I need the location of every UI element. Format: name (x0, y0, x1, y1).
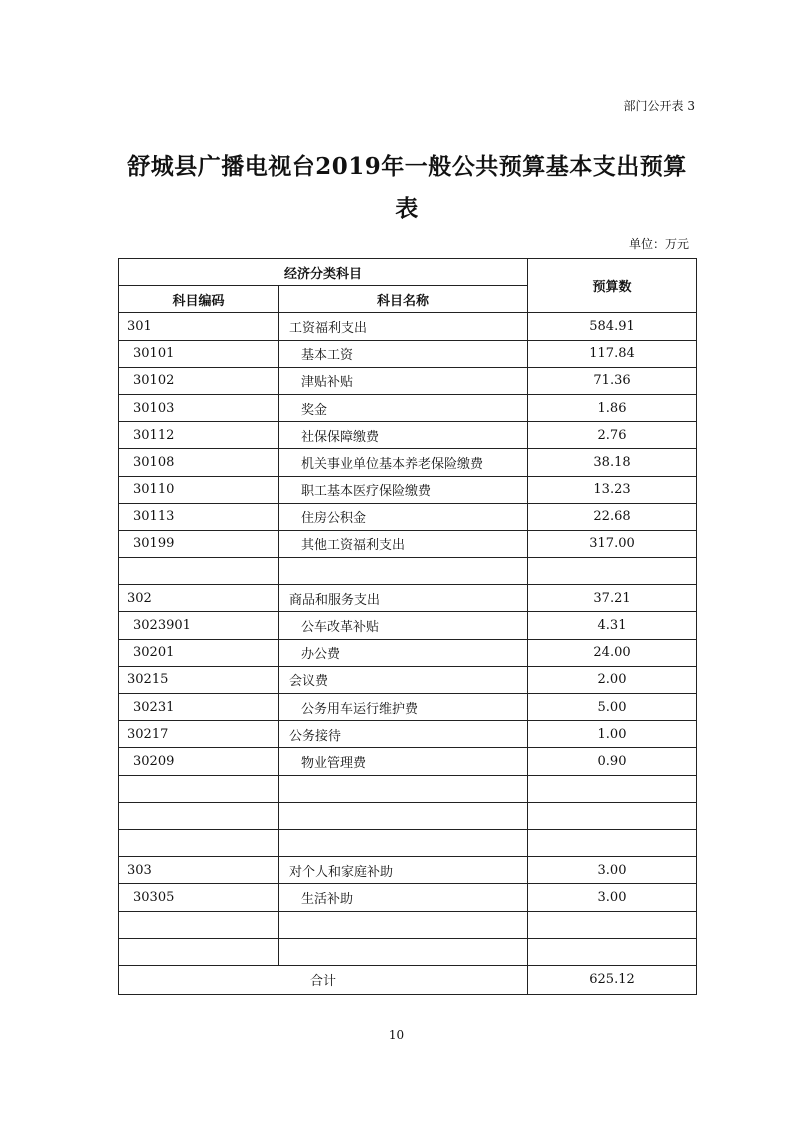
unit-label: 单位：万元 (628, 237, 689, 251)
row-code: 3023901 (119, 612, 279, 639)
page-number: 10 (388, 1028, 405, 1042)
table-row (119, 476, 697, 503)
table-row (119, 367, 697, 394)
row-name: 社保保障缴费 (279, 422, 528, 449)
row-name: 工资福利支出 (279, 313, 528, 340)
row-amount (528, 911, 697, 938)
row-code: 30113 (119, 503, 279, 530)
table-row (119, 503, 697, 530)
row-code: 302 (119, 585, 279, 612)
row-code: 30209 (119, 748, 279, 775)
row-name: 生活补助 (279, 884, 528, 911)
row-code: 30112 (119, 422, 279, 449)
table-row (119, 694, 697, 721)
row-name: 公务用车运行维护费 (279, 694, 528, 721)
row-name: 职工基本医疗保险缴费 (279, 476, 528, 503)
row-amount (528, 938, 697, 965)
row-code: 30108 (119, 449, 279, 476)
table-row (119, 639, 697, 666)
table-row (119, 585, 697, 612)
row-amount: 3.00 (528, 857, 697, 884)
row-amount: 2.76 (528, 422, 697, 449)
table-row (119, 802, 697, 829)
row-code: 303 (119, 857, 279, 884)
row-name (279, 558, 528, 585)
row-amount (528, 829, 697, 856)
row-code: 30305 (119, 884, 279, 911)
row-name: 对个人和家庭补助 (279, 857, 528, 884)
row-name: 其他工资福利支出 (279, 530, 528, 557)
row-name: 奖金 (279, 394, 528, 421)
row-amount: 37.21 (528, 585, 697, 612)
row-code (119, 911, 279, 938)
row-code: 30231 (119, 694, 279, 721)
row-code: 30199 (119, 530, 279, 557)
row-code: 30217 (119, 721, 279, 748)
table-row (119, 775, 697, 802)
row-code (119, 775, 279, 802)
row-name: 公车改革补贴 (279, 612, 528, 639)
header-amount: 预算数 (528, 259, 697, 313)
row-amount: 584.91 (528, 313, 697, 340)
row-amount (528, 802, 697, 829)
row-amount (528, 775, 697, 802)
table-row (119, 666, 697, 693)
row-name: 机关事业单位基本养老保险缴费 (279, 449, 528, 476)
table-row (119, 612, 697, 639)
row-code (119, 802, 279, 829)
row-amount: 38.18 (528, 449, 697, 476)
row-name: 公务接待 (279, 721, 528, 748)
row-code: 30201 (119, 639, 279, 666)
row-name (279, 775, 528, 802)
table-number-label: 部门公开表 3 (623, 99, 695, 113)
total-row (119, 965, 697, 994)
row-name: 住房公积金 (279, 503, 528, 530)
page-title: 舒城县广播电视台2019年一般公共预算基本支出预算表 (127, 153, 687, 222)
row-name (279, 802, 528, 829)
row-amount: 1.86 (528, 394, 697, 421)
table-row (119, 313, 697, 340)
header-group: 经济分类科目 (119, 259, 528, 286)
table-row (119, 829, 697, 856)
total-amount: 625.12 (528, 965, 697, 994)
row-amount: 2.00 (528, 666, 697, 693)
table-row (119, 422, 697, 449)
row-code: 30101 (119, 340, 279, 367)
table-row (119, 558, 697, 585)
row-name (279, 938, 528, 965)
row-amount: 3.00 (528, 884, 697, 911)
row-name: 会议费 (279, 666, 528, 693)
row-name: 津贴补贴 (279, 367, 528, 394)
table-row (119, 340, 697, 367)
row-name: 办公费 (279, 639, 528, 666)
row-code: 30103 (119, 394, 279, 421)
row-code: 30102 (119, 367, 279, 394)
row-amount: 4.31 (528, 612, 697, 639)
row-name (279, 829, 528, 856)
table-row (119, 884, 697, 911)
table-row (119, 911, 697, 938)
total-label: 合计 (119, 965, 528, 994)
row-code: 30215 (119, 666, 279, 693)
header-name: 科目名称 (279, 286, 528, 313)
table-row (119, 449, 697, 476)
row-code: 30110 (119, 476, 279, 503)
row-name: 商品和服务支出 (279, 585, 528, 612)
table-row (119, 938, 697, 965)
row-code (119, 938, 279, 965)
row-amount: 117.84 (528, 340, 697, 367)
row-code: 301 (119, 313, 279, 340)
header-code: 科目编码 (119, 286, 279, 313)
row-name: 基本工资 (279, 340, 528, 367)
row-amount (528, 558, 697, 585)
table-row (119, 857, 697, 884)
row-amount: 5.00 (528, 694, 697, 721)
row-amount: 71.36 (528, 367, 697, 394)
row-amount: 1.00 (528, 721, 697, 748)
table-row (119, 748, 697, 775)
row-amount: 13.23 (528, 476, 697, 503)
row-amount: 22.68 (528, 503, 697, 530)
table-row (119, 530, 697, 557)
row-name: 物业管理费 (279, 748, 528, 775)
row-code (119, 558, 279, 585)
row-amount: 24.00 (528, 639, 697, 666)
row-code (119, 829, 279, 856)
table-row (119, 721, 697, 748)
budget-table (118, 258, 697, 995)
row-amount: 0.90 (528, 748, 697, 775)
table-row (119, 394, 697, 421)
row-name (279, 911, 528, 938)
row-amount: 317.00 (528, 530, 697, 557)
